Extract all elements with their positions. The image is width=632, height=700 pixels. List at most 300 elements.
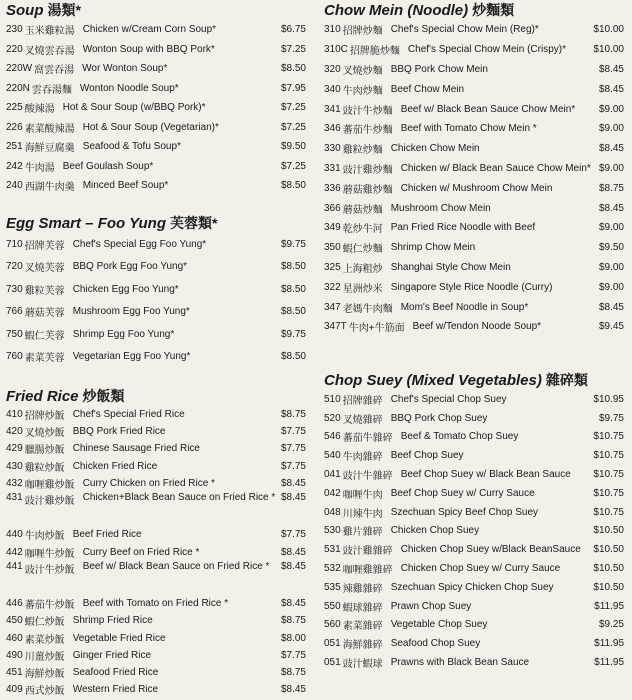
item-code: 530 [324, 525, 341, 537]
item-code: 520 [324, 412, 341, 424]
menu-item [0, 647, 314, 664]
item-price: $11.95 [594, 657, 624, 669]
item-name-en: Chicken Fried Rice [72, 460, 158, 472]
menu-item [0, 440, 314, 457]
item-code: 310C [324, 44, 348, 56]
item-name-en: Chicken Chop Suey w/ Curry Sauce [400, 563, 561, 575]
item-name-cn: 素菜雜碎 [342, 621, 383, 633]
item-name-en: Wor Wonton Soup* [82, 63, 168, 75]
item-price: $10.75 [593, 450, 624, 462]
item-price: $8.50 [280, 180, 306, 192]
item-price: $10.50 [593, 544, 624, 556]
chow-mein-title [318, 0, 632, 20]
item-code: 510 [324, 393, 341, 405]
menu-item [318, 198, 632, 218]
item-name-en: Beef w/ Black Bean Sauce Chow Mein* [400, 103, 576, 115]
item-name-en: Minced Beef Soup* [82, 180, 169, 192]
item-name-en: Seafood Fried Rice [72, 666, 159, 678]
item-name-cn: 叉燒芙蓉 [24, 263, 65, 275]
menu-item [0, 612, 314, 629]
item-code: 242 [6, 160, 23, 172]
item-price: $8.45 [598, 83, 624, 95]
item-name-cn: 蝦仁炒飯 [24, 617, 65, 629]
item-name-en: Beef Chop Suey [390, 450, 464, 462]
menu-item [318, 503, 632, 522]
menu-item [0, 346, 314, 369]
item-code: 041 [324, 469, 341, 481]
chow-mein-title-cn: 炒麵類 [472, 2, 515, 18]
item-name-en: Chef's Special Chow Mein (Crispy)* [407, 44, 566, 56]
item-price: $8.50 [280, 261, 306, 273]
item-name-cn: 招牌炒麵 [342, 26, 383, 38]
item-name-en: Prawn Chop Suey [390, 600, 472, 612]
item-price: $10.75 [593, 431, 624, 443]
menu-item [0, 323, 314, 346]
egg-foo-yung-title [0, 213, 314, 233]
item-price: $7.25 [280, 43, 306, 55]
item-name-en: Seafood & Tofu Soup* [82, 141, 181, 153]
item-code: 750 [6, 328, 23, 340]
menu-item [318, 634, 632, 653]
menu-item [318, 317, 632, 337]
menu-item [0, 561, 314, 595]
item-name-cn: 咖喱雞雜碎 [342, 565, 393, 577]
menu-item [318, 99, 632, 119]
item-name-en: Beef Chow Mein [390, 83, 465, 95]
item-name-cn: 牛肉炒麵 [342, 85, 383, 97]
item-name-en: Chicken w/Cream Corn Soup* [82, 24, 217, 36]
soup-title-cn: 湯類* [47, 2, 81, 18]
menu-item [0, 40, 314, 60]
item-name-en: Beef & Tomato Chop Suey [400, 431, 519, 443]
item-price: $10.50 [593, 563, 624, 575]
item-price: $11.95 [594, 638, 624, 650]
soup-title-en: Soup [6, 2, 44, 19]
item-name-en: Chicken w/ Black Bean Sauce Chow Mein* [400, 162, 591, 174]
menu-item [318, 559, 632, 578]
item-name-en: BBQ Pork Chop Suey [390, 412, 488, 424]
menu-item [0, 526, 314, 543]
item-name-cn: 蕃茄牛炒飯 [24, 600, 75, 612]
menu-item [318, 522, 632, 541]
item-code: 441 [6, 560, 23, 572]
menu-item [0, 98, 314, 118]
item-name-cn: 蝦仁芙蓉 [24, 330, 65, 342]
chow-mein-section [318, 0, 632, 337]
item-name-en: Shrimp Fried Rice [72, 615, 153, 627]
item-code: 330 [324, 143, 341, 155]
item-name-cn: 蕃茄牛雜碎 [342, 433, 393, 445]
item-name-en: Mushroom Chow Mein [390, 202, 491, 214]
item-name-en: BBQ Pork Chow Mein [390, 63, 488, 75]
item-price: $7.75 [280, 649, 306, 661]
item-name-en: Chef's Special Fried Rice [72, 409, 185, 421]
item-name-cn: 海鮮雜碎 [342, 640, 383, 652]
item-code: 446 [6, 598, 23, 610]
item-price: $7.75 [280, 443, 306, 455]
item-name-cn: 川辣牛肉 [342, 508, 383, 520]
menu-item [0, 595, 314, 612]
menu-item [318, 297, 632, 317]
item-code: 230 [6, 24, 23, 36]
item-code: 730 [6, 283, 23, 295]
item-code: 410 [6, 409, 23, 421]
item-price: $7.75 [280, 426, 306, 438]
item-name-en: Shanghai Style Chow Mein [390, 261, 511, 273]
item-name-en: Chicken Chop Suey w/Black BeanSauce [400, 544, 581, 556]
item-name-cn: 素菜芙蓉 [24, 353, 65, 365]
item-price: $9.00 [598, 281, 624, 293]
menu-item [318, 428, 632, 447]
item-name-en: Mushroom Egg Foo Yung* [72, 306, 190, 318]
item-price: $7.25 [280, 121, 306, 133]
item-price: $8.75 [280, 615, 306, 627]
item-code: 366 [324, 202, 341, 214]
menu-item [318, 79, 632, 99]
item-code: 347T [324, 321, 347, 333]
item-price: $6.75 [280, 24, 306, 36]
item-price: $10.00 [593, 44, 624, 56]
item-code: 349 [324, 222, 341, 234]
item-name-cn: 蘑菇芙蓉 [24, 308, 65, 320]
fried-rice-title [0, 386, 314, 406]
fried-rice-section [0, 386, 314, 698]
item-price: $8.50 [280, 283, 306, 295]
item-name-en: Shrimp Chow Mein [390, 242, 476, 254]
menu-item [318, 409, 632, 428]
item-price: $9.00 [598, 222, 624, 234]
item-name-en: Curry Beef on Fried Rice * [82, 546, 200, 558]
menu-item [0, 681, 314, 698]
item-price: $8.50 [280, 351, 306, 363]
menu-item [318, 40, 632, 60]
item-price: $8.45 [598, 63, 624, 75]
item-name-en: Beef with Tomato on Fried Rice * [82, 598, 229, 610]
item-code: 460 [6, 632, 23, 644]
item-price: $7.75 [280, 460, 306, 472]
item-code: 320 [324, 63, 341, 75]
item-code: 322 [324, 281, 341, 293]
item-name-en: Singapore Style Rice Noodle (Curry) [390, 281, 553, 293]
egg-foo-yung-section [0, 213, 314, 368]
item-code: 331 [324, 162, 341, 174]
item-code: 220W [6, 63, 33, 75]
fried-rice-title-en: Fried Rice [6, 388, 79, 405]
item-name-cn: 牛肉炒飯 [24, 531, 65, 543]
item-code: 432 [6, 477, 23, 489]
menu-item [318, 20, 632, 40]
menu-item [0, 256, 314, 279]
item-name-cn: 海鮮炒飯 [24, 668, 65, 680]
menu-item [0, 664, 314, 681]
menu-item [318, 218, 632, 238]
item-code: 325 [324, 261, 341, 273]
item-name-cn: 上海粗炒 [342, 263, 383, 275]
fried-rice-title-cn: 炒飯類 [82, 388, 125, 404]
item-price: $8.45 [280, 477, 306, 489]
item-name-en: Chinese Sausage Fried Rice [72, 443, 200, 455]
item-code: 350 [324, 242, 341, 254]
item-price: $8.75 [280, 666, 306, 678]
item-code: 347 [324, 301, 341, 313]
item-price: $8.45 [280, 491, 306, 503]
menu-item [318, 159, 632, 179]
item-name-cn: 老媽牛肉麵 [342, 303, 393, 315]
item-code: 051 [324, 657, 341, 669]
menu-item [0, 544, 314, 561]
item-price: $7.25 [280, 102, 306, 114]
item-name-cn: 叉燒炒麵 [342, 65, 383, 77]
item-code: 540 [324, 450, 341, 462]
item-code: 429 [6, 443, 23, 455]
item-price: $9.00 [598, 103, 624, 115]
item-name-cn: 西湖牛肉羹 [24, 182, 75, 194]
item-name-en: Szechuan Spicy Beef Chop Suey [390, 506, 539, 518]
item-price: $8.50 [280, 306, 306, 318]
menu-item [0, 301, 314, 324]
item-name-cn: 招牌雜碎 [342, 395, 383, 407]
item-code: 431 [6, 491, 23, 503]
item-name-en: Beef Goulash Soup* [62, 160, 154, 172]
item-price: $10.75 [593, 506, 624, 518]
item-code: 430 [6, 460, 23, 472]
item-code: 760 [6, 351, 23, 363]
menu-item [0, 118, 314, 138]
item-name-en: Beef w/Tendon Noode Soup* [412, 321, 542, 333]
item-name-en: Chicken+Black Bean Sauce on Fried Rice * [82, 491, 276, 503]
item-name-cn: 蕃茄牛炒麵 [342, 125, 393, 137]
item-name-cn: 招牌脆炒麵 [349, 46, 400, 58]
item-price: $10.95 [593, 393, 624, 405]
item-price: $10.75 [593, 469, 624, 481]
item-name-cn: 西式炒飯 [24, 686, 65, 698]
item-name-cn: 咖喱牛炒飯 [24, 548, 75, 560]
menu-item [0, 176, 314, 196]
item-price: $9.45 [598, 321, 624, 333]
item-name-cn: 星洲炒米 [342, 283, 383, 295]
item-name-en: Vegetable Chop Suey [390, 619, 488, 631]
item-name-en: Beef Fried Rice [72, 529, 142, 541]
item-name-en: Pan Fried Rice Noodle with Beef [390, 222, 536, 234]
item-name-en: Ginger Fried Rice [72, 649, 152, 661]
item-code: 720 [6, 261, 23, 273]
item-name-cn: 素菜炒飯 [24, 634, 65, 646]
item-price: $9.75 [280, 238, 306, 250]
item-price: $8.45 [280, 684, 306, 696]
item-code: 341 [324, 103, 341, 115]
item-name-cn: 海鮮豆腐羹 [24, 143, 75, 155]
item-name-en: BBQ Pork Egg Foo Yung* [72, 261, 188, 273]
menu-item [318, 119, 632, 139]
item-name-cn: 牛肉雜碎 [342, 452, 383, 464]
item-name-en: Beef Chop Suey w/ Curry Sauce [390, 487, 535, 499]
menu-item [318, 238, 632, 258]
item-name-cn: 酸辣湯 [24, 104, 55, 116]
chop-suey-title [318, 370, 632, 390]
item-price: $8.75 [598, 182, 624, 194]
item-name-en: Vegetable Fried Rice [72, 632, 166, 644]
item-code: 051 [324, 638, 341, 650]
item-name-en: Hot & Sour Soup (w/BBQ Pork)* [62, 102, 206, 114]
soup-title [0, 0, 314, 20]
item-code: 550 [324, 600, 341, 612]
item-name-en: Vegetarian Egg Foo Yung* [72, 351, 191, 363]
item-price: $11.95 [594, 600, 624, 612]
item-name-en: Curry Chicken on Fried Rice * [82, 477, 215, 489]
item-name-cn: 素菜酸辣湯 [24, 123, 75, 135]
item-price: $9.50 [598, 242, 624, 254]
menu-item [318, 484, 632, 503]
item-code: 409 [6, 684, 23, 696]
item-price: $7.25 [280, 160, 306, 172]
item-code: 442 [6, 546, 23, 558]
item-name-en: Chef's Special Chop Suey [390, 393, 507, 405]
item-name-en: Wonton Noodle Soup* [79, 82, 179, 94]
menu-item [0, 278, 314, 301]
menu-item [0, 157, 314, 177]
chow-mein-title-en: Chow Mein (Noodle) [324, 2, 469, 19]
egg-foo-yung-title-cn: 芙蓉類* [170, 215, 218, 231]
item-name-cn: 玉米雞粒湯 [24, 26, 75, 38]
item-name-en: Chicken w/ Mushroom Chow Mein [400, 182, 553, 194]
item-name-cn: 招牌炒飯 [24, 411, 65, 423]
menu-item [0, 458, 314, 475]
item-name-cn: 雞片雜碎 [342, 527, 383, 539]
item-code: 451 [6, 666, 23, 678]
item-name-cn: 叉燒炒飯 [24, 428, 65, 440]
item-price: $8.50 [280, 63, 306, 75]
item-code: 532 [324, 563, 341, 575]
item-price: $10.00 [593, 24, 624, 36]
menu-item [318, 653, 632, 672]
item-price: $8.45 [598, 202, 624, 214]
item-name-cn: 辣雞雜碎 [342, 583, 383, 595]
egg-foo-yung-title-en: Egg Smart – Foo Yung [6, 215, 167, 232]
item-price: $9.25 [598, 619, 624, 631]
item-name-en: Chef's Special Egg Foo Yung* [72, 238, 207, 250]
item-name-cn: 蝦球雜碎 [342, 602, 383, 614]
item-name-cn: 臘腸炒飯 [24, 445, 65, 457]
menu-item [0, 423, 314, 440]
item-name-cn: 咖喱牛肉 [342, 489, 383, 501]
item-name-cn: 牛肉湯 [24, 162, 55, 174]
menu-item [318, 60, 632, 80]
item-name-cn: 豉汁牛炒飯 [24, 564, 75, 576]
menu-item [0, 406, 314, 423]
item-name-cn: 蝦仁炒麵 [342, 244, 383, 256]
item-name-cn: 豉汁牛炒麵 [342, 105, 393, 117]
item-name-en: Beef w/ Black Bean Sauce on Fried Rice * [82, 560, 270, 572]
item-name-cn: 川薑炒飯 [24, 651, 65, 663]
item-code: 490 [6, 649, 23, 661]
menu-item [318, 277, 632, 297]
item-price: $9.75 [280, 328, 306, 340]
item-price: $7.95 [280, 82, 306, 94]
chop-suey-title-cn: 雜碎類 [545, 372, 588, 388]
item-price: $9.00 [598, 123, 624, 135]
item-code: 336 [324, 182, 341, 194]
menu-item [318, 139, 632, 159]
item-code: 346 [324, 123, 341, 135]
item-name-cn: 豉汁牛雜碎 [342, 471, 393, 483]
item-code: 420 [6, 426, 23, 438]
item-name-en: Shrimp Egg Foo Yung* [72, 328, 175, 340]
item-code: 220 [6, 43, 23, 55]
item-name-cn: 乾炒牛河 [342, 224, 383, 236]
item-price: $8.45 [280, 560, 306, 572]
item-name-en: Beef with Tomato Chow Mein * [400, 123, 537, 135]
item-price: $9.75 [598, 412, 624, 424]
menu-item [0, 233, 314, 256]
menu-item [0, 492, 314, 526]
chop-suey-section [318, 370, 632, 672]
item-name-en: Chicken Egg Foo Yung* [72, 283, 179, 295]
item-code: 546 [324, 431, 341, 443]
item-name-en: Szechuan Spicy Chicken Chop Suey [390, 581, 554, 593]
menu-item [318, 258, 632, 278]
menu-item [318, 540, 632, 559]
item-price: $8.45 [280, 546, 306, 558]
item-name-en: Mom's Beef Noodle in Soup* [400, 301, 529, 313]
menu-item [318, 597, 632, 616]
item-name-cn: 牛肉+牛筋面 [348, 323, 405, 335]
menu-item [0, 629, 314, 646]
menu-item [318, 390, 632, 409]
item-name-en: Chef's Special Chow Mein (Reg)* [390, 24, 539, 36]
item-price: $9.50 [280, 141, 306, 153]
item-name-en: Hot & Sour Soup (Vegetarian)* [82, 121, 219, 133]
item-code: 440 [6, 529, 23, 541]
item-name-cn: 豉汁雞雜碎 [342, 546, 393, 558]
chop-suey-title-en: Chop Suey (Mixed Vegetables) [324, 372, 542, 389]
item-price: $8.45 [598, 143, 624, 155]
item-code: 310 [324, 24, 341, 36]
item-code: 251 [6, 141, 23, 153]
item-code: 340 [324, 83, 341, 95]
menu-item [318, 616, 632, 635]
item-code: 042 [324, 487, 341, 499]
item-name-en: BBQ Pork Fried Rice [72, 426, 166, 438]
item-name-cn: 豉汁蝦球 [342, 659, 383, 671]
item-name-en: Seafood Chop Suey [390, 638, 481, 650]
item-code: 531 [324, 544, 341, 556]
item-name-cn: 雞粒炒麵 [342, 145, 383, 157]
item-price: $9.00 [598, 162, 624, 174]
item-name-cn: 雞粒芙蓉 [24, 285, 65, 297]
menu-item [318, 465, 632, 484]
item-name-cn: 蘑菇雞炒麵 [342, 184, 393, 196]
item-name-en: Western Fried Rice [72, 684, 159, 696]
item-name-en: Beef Chop Suey w/ Black Bean Sauce [400, 469, 571, 481]
item-name-cn: 雲吞湯麵 [31, 84, 72, 96]
item-name-cn: 蘑菇炒麵 [342, 204, 383, 216]
item-name-cn: 窩雲吞湯 [34, 65, 75, 77]
item-name-cn: 叉燒雲吞湯 [24, 45, 75, 57]
item-price: $7.75 [280, 529, 306, 541]
menu-item [0, 475, 314, 492]
item-code: 560 [324, 619, 341, 631]
item-price: $10.50 [593, 581, 624, 593]
menu-item [0, 59, 314, 79]
item-name-cn: 叉燒雜碎 [342, 414, 383, 426]
item-code: 710 [6, 238, 23, 250]
item-code: 766 [6, 306, 23, 318]
item-code: 225 [6, 102, 23, 114]
menu-item [318, 446, 632, 465]
item-code: 240 [6, 180, 23, 192]
item-name-cn: 咖喱雞炒飯 [24, 479, 75, 491]
item-name-en: Prawns with Black Bean Sauce [390, 657, 530, 669]
